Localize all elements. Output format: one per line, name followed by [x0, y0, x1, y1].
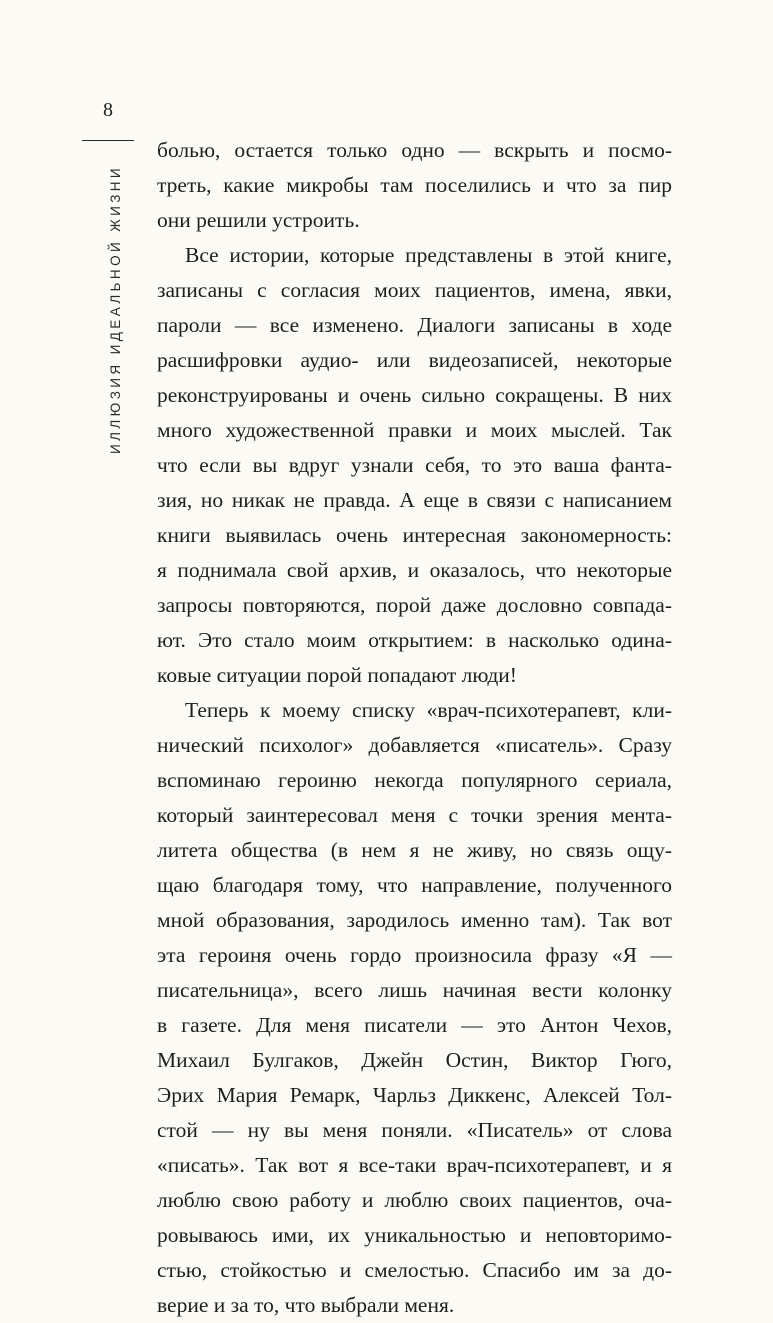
- text-line: запросы повторяются, порой даже дословно совпада-: [157, 593, 672, 617]
- text-line: щаю благодаря тому, что направление, полученного: [157, 873, 672, 897]
- text-line: литета общества (в нем я не живу, но связь ощу-: [157, 838, 672, 862]
- paragraph: [157, 693, 672, 1323]
- text-line: я поднимала свой архив, и оказалось, что некоторые: [157, 558, 672, 582]
- text-line: который заинтересовал меня с точки зрения мента-: [157, 803, 672, 827]
- text-line: писательница», всего лишь начиная вести колонку: [157, 978, 672, 1002]
- header-rule: [82, 140, 134, 141]
- paragraph: [157, 238, 672, 693]
- text-line: стой — ну вы меня поняли. «Писатель» от слова: [157, 1118, 672, 1142]
- text-line: много художественной правки и моих мыслей. Так: [157, 418, 672, 442]
- text-line: ковые ситуации порой попадают люди!: [157, 663, 517, 687]
- text-line: зия, но никак не правда. А еще в связи с написанием: [157, 488, 672, 512]
- text-line: «писать». Так вот я все-таки врач-психотерапевт, и я: [157, 1153, 672, 1177]
- body-text: [157, 133, 672, 1323]
- text-line: стью, стойкостью и смелостью. Спасибо им за до-: [157, 1258, 672, 1282]
- text-line: эта героиня очень гордо произносила фразу «Я —: [157, 943, 672, 967]
- text-line: книги выявилась очень интересная закономерность:: [157, 523, 672, 547]
- text-line: ровываюсь ими, их уникальностью и неповторимо-: [157, 1223, 672, 1247]
- text-line: вспоминаю героиню некогда популярного сериала,: [157, 768, 672, 792]
- text-line: что если вы вдруг узнали себя, то это ваша фанта-: [157, 453, 672, 477]
- text-line: треть, какие микробы там поселились и что за пир: [157, 173, 672, 197]
- running-title-text: ИЛЛЮЗИЯ ИДЕАЛЬНОЙ ЖИЗНИ: [108, 165, 123, 454]
- text-line: Теперь к моему списку «врач-психотерапевт, кли-: [185, 698, 672, 722]
- text-line: ют. Это стало моим открытием: в насколько одина-: [157, 628, 672, 652]
- text-line: расшифровки аудио- или видеозаписей, некоторые: [157, 348, 672, 372]
- text-line: болью, остается только одно — вскрыть и посмо-: [157, 138, 672, 162]
- text-line: записаны с согласия моих пациентов, имена, явки,: [157, 278, 672, 302]
- text-line: люблю свою работу и люблю своих пациентов, оча-: [157, 1188, 672, 1212]
- text-line: верие и за то, что выбрали меня.: [157, 1293, 455, 1317]
- text-line: мной образования, зародилось именно там). Так вот: [157, 908, 672, 932]
- text-line: Михаил Булгаков, Джейн Остин, Виктор Гюго,: [157, 1048, 672, 1072]
- text-line: нический психолог» добавляется «писатель». Сразу: [157, 733, 672, 757]
- text-line: пароли — все изменено. Диалоги записаны в ходе: [157, 313, 672, 337]
- text-line: в газете. Для меня писатели — это Антон Чехов,: [157, 1013, 672, 1037]
- paragraph: [157, 133, 672, 238]
- text-line: реконструированы и очень сильно сокращены. В них: [157, 383, 672, 407]
- text-line: они решили устроить.: [157, 208, 360, 232]
- page-number: 8: [103, 99, 113, 121]
- text-line: Эрих Мария Ремарк, Чарльз Диккенс, Алексей Тол-: [157, 1083, 672, 1107]
- text-line: Все истории, которые представлены в этой книге,: [185, 243, 672, 267]
